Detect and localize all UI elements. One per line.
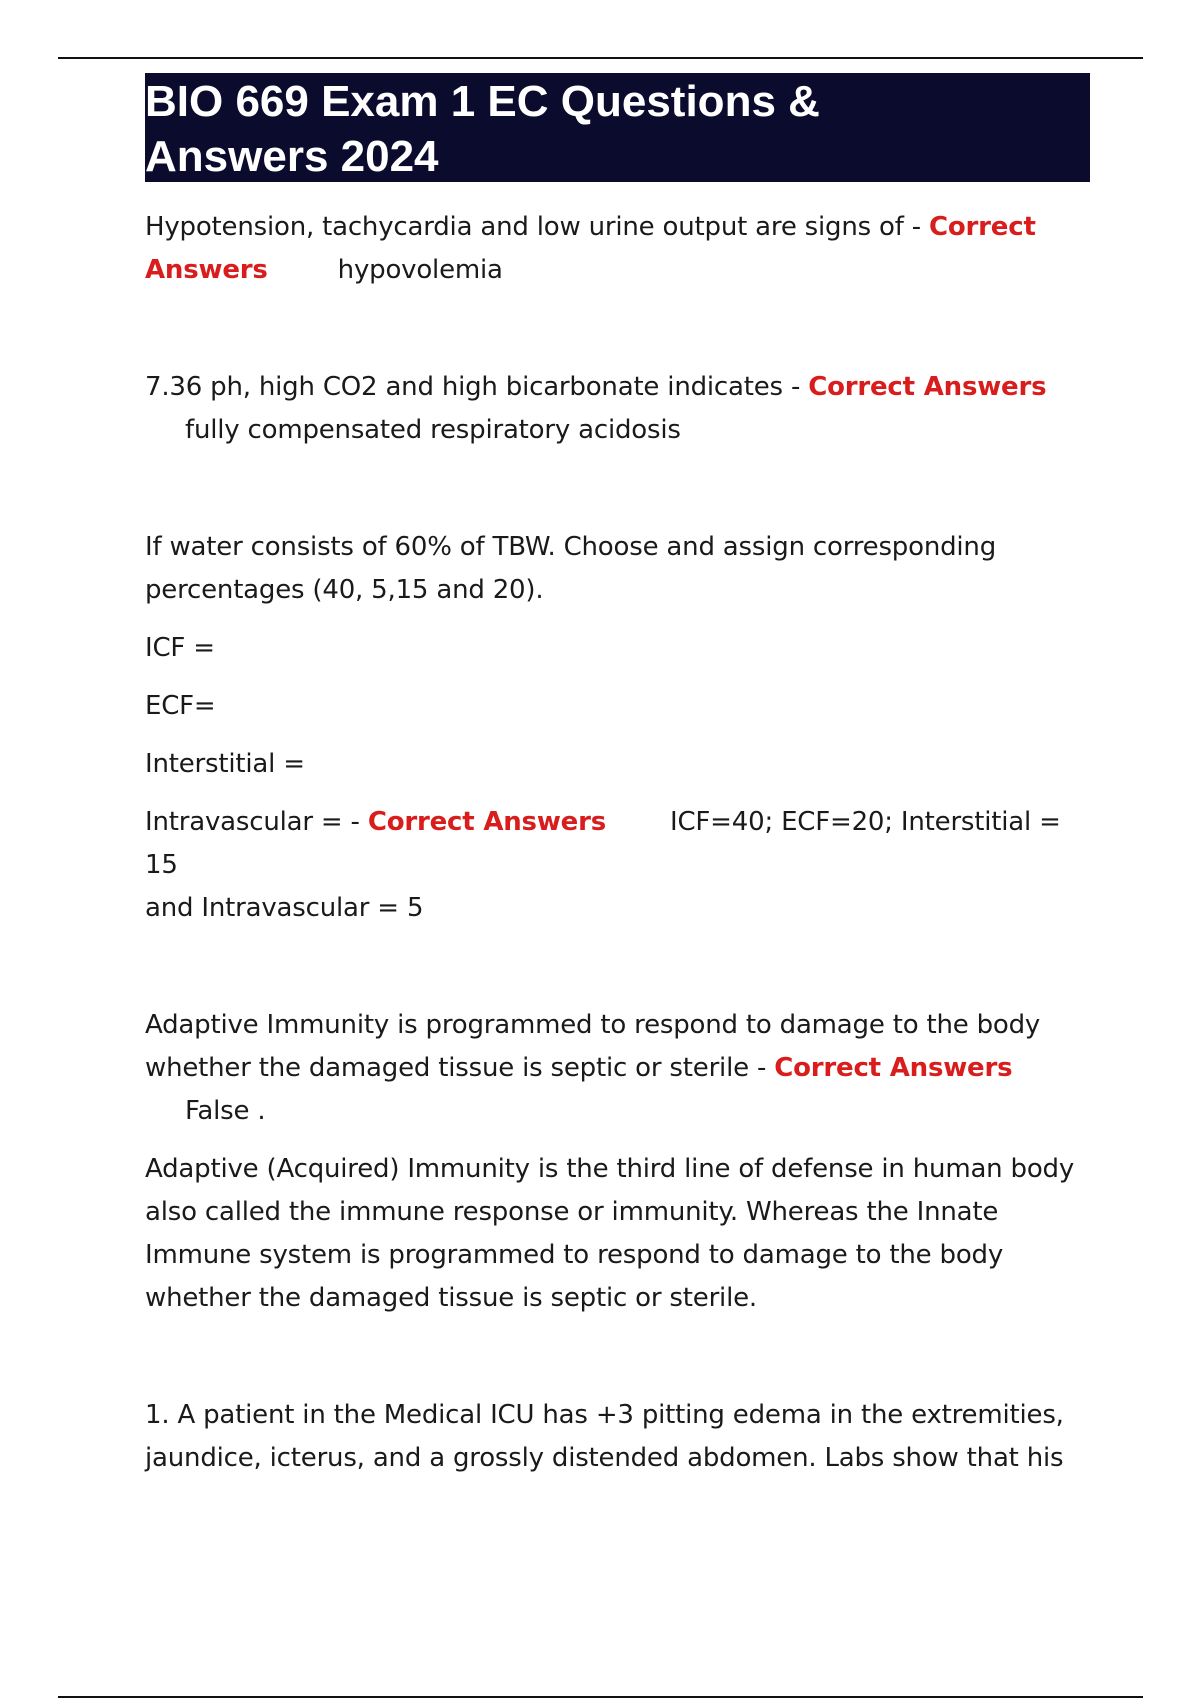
correct-answers-label: Answers	[145, 255, 268, 285]
question-2	[145, 366, 1090, 452]
question-3-answer-part-2: and Intravascular = 5	[145, 893, 424, 923]
title-line-2: Answers 2024	[145, 132, 439, 181]
correct-answers-label: Correct Answers	[774, 1053, 1013, 1083]
title-line-1: BIO 669 Exam 1 EC Questions &	[145, 77, 820, 126]
correct-answers-label: Correct Answers	[808, 372, 1047, 402]
question-3-intravascular-line	[145, 801, 1090, 930]
question-5	[145, 1394, 1090, 1480]
question-3-intravascular-label: Intravascular = -	[145, 807, 368, 837]
top-rule	[58, 57, 1143, 59]
question-1	[145, 206, 1090, 292]
document-page	[145, 73, 1090, 1480]
question-3-interstitial-line: Interstitial =	[145, 749, 305, 779]
question-3-ecf-line: ECF=	[145, 691, 216, 721]
question-4-answer: False .	[185, 1096, 266, 1126]
question-3-icf-line: ICF =	[145, 633, 215, 663]
correct-answers-label: Correct Answers	[367, 807, 606, 837]
question-1-answer: hypovolemia	[337, 255, 503, 285]
document-title	[145, 73, 1090, 182]
question-5-text: 1. A patient in the Medical ICU has +3 pitting edema in the extremities, jaundice, icterus, and a grossly distended abdomen. Labs show that his	[145, 1400, 1064, 1473]
question-1-text: Hypotension, tachycardia and low urine output are signs of -	[145, 212, 930, 242]
question-4-explanation: Adaptive (Acquired) Immunity is the third line of defense in human body also called the immune response or immunity. Whereas the Innate Immune system is programmed to respond to damage to the body whether the damaged tissue is septic or sterile.	[145, 1154, 1075, 1313]
question-4	[145, 1004, 1090, 1133]
question-3-answer-part-1: ICF=40; ECF=20; Interstitial = 15	[145, 807, 1061, 880]
question-3	[145, 526, 1090, 612]
question-3-text: If water consists of 60% of TBW. Choose and assign corresponding percentages (40, 5,15 and 20).	[145, 532, 997, 605]
correct-answers-label: Correct	[929, 212, 1036, 242]
question-4-text: Adaptive Immunity is programmed to respond to damage to the body whether the damaged tissue is septic or sterile -	[145, 1010, 1041, 1083]
bottom-rule	[58, 1696, 1143, 1698]
question-2-answer: fully compensated respiratory acidosis	[185, 415, 681, 445]
question-2-text: 7.36 ph, high CO2 and high bicarbonate indicates -	[145, 372, 809, 402]
